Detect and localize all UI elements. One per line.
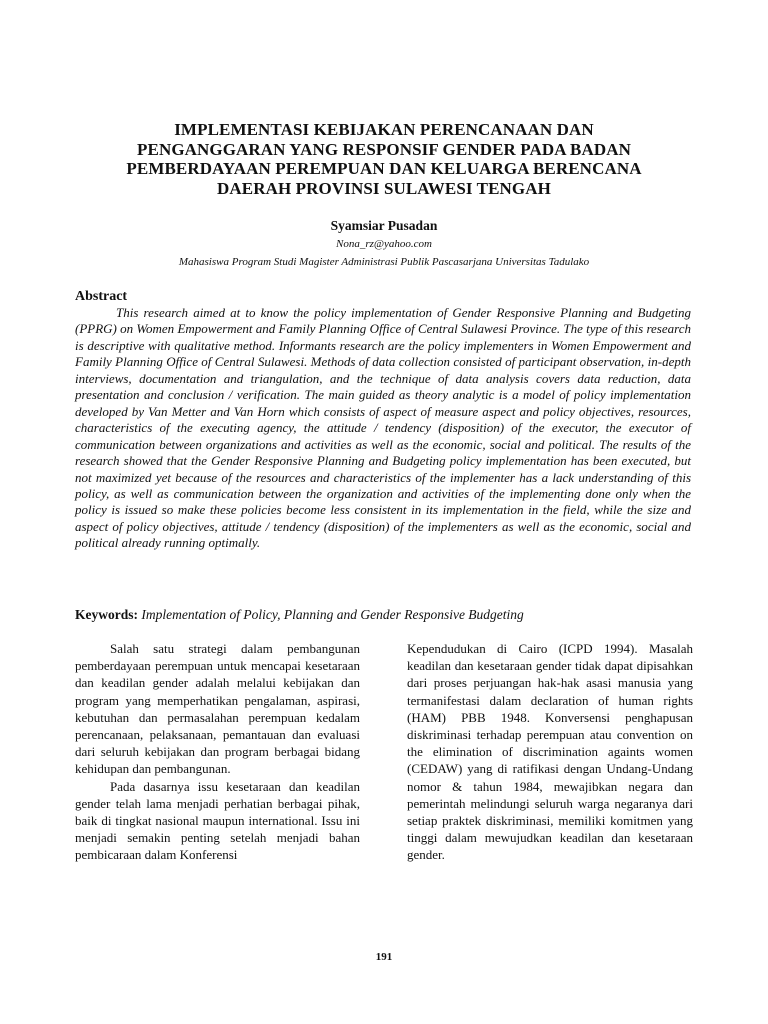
title-line: IMPLEMENTASI KEBIJAKAN PERENCANAAN DAN: [174, 120, 594, 139]
author-name: Syamsiar Pusadan: [330, 218, 438, 233]
body-column-right: [407, 640, 693, 864]
keywords-text: Implementation of Policy, Planning and Gender Responsive Budgeting: [141, 607, 524, 622]
abstract-body: This research aimed at to know the policy implementation of Gender Responsive Planning and Budgeting (PPRG) on Women Empowerment and Family Planning Office of Central Sulawesi Province. The type of this research is descriptive with qualitative method. Informants research are the policy implementers in Women Empowerment and Family Planning Office of Central Sulawesi. Methods of data collection consisted of participant observation, in-depth interviews, documentation and triangulation, and the technique of data analysis covers data reduction, data presentation and conclusion / verification. The main guided as theory analytic is a model of policy implementation developed by Van Metter and Van Horn which consists of aspect of measure aspect and policy objectives, resources, characteristics of the executing agency, the attitude / tendency (disposition) of the executor, the executor of communication between organizations and activities as well as the economic, social and political. The results of the research showed that the Gender Responsive Planning and Budgeting policy implementation has been executed, but not maximized yet because of the resources and characteristics of the implementer has a lack understanding of this policy, as well as communication between the organization and activities of the implementing done only when the policy is issued so make these policies become less consistent in its implementation in the field, while the size and aspect of policy objectives, attitude / tendency (disposition) of the implementers as well as the economic, social and political already running optimally.: [75, 305, 691, 551]
keywords-label: Keywords:: [75, 607, 138, 622]
body-column-left: [75, 640, 360, 864]
title-line: PEMBERDAYAAN PEREMPUAN DAN KELUARGA BERENCANA: [126, 159, 642, 178]
author-affiliation: Mahasiswa Program Studi Magister Administrasi Publik Pascasarjana Universitas Tadulako: [178, 256, 590, 268]
body-paragraph: Pada dasarnya issu kesetaraan dan keadilan gender telah lama menjadi perhatian berbagai pihak, baik di tingkat nasional maupun international. Issu ini menjadi semakin penting setelah menjadi bahan pembicaraan dalam Konferensi: [75, 778, 360, 863]
paper-title: [90, 120, 678, 198]
author-email: Nona_rz@yahoo.com: [336, 238, 432, 250]
body-paragraph: Kependudukan di Cairo (ICPD 1994). Masalah keadilan dan kesetaraan gender tidak dapat dipisahkan dari proses perjuangan hak-hak asasi manusia yang termanifestasi dalam declaration of human rights (HAM) PBB 1948. Konversensi penghapusan diskriminasi terhadap perempuan atau convention on the elimination of discrimination againts women (CEDAW) yang di ratifikasi dengan Undang-Undang nomor & tahun 1984, mewajibkan negara dan pemerintah melindungi seluruh warga negaranya dari setiap praktek diskriminasi, memiliki komitmen yang tinggi dalam mewujudkan keadilan dan kesetaraan gender.: [407, 641, 693, 863]
abstract-heading: Abstract: [75, 289, 128, 304]
page-number: 191: [375, 951, 393, 963]
keywords-line: [75, 607, 691, 623]
body-paragraph: Salah satu strategi dalam pembangunan pemberdayaan perempuan untuk mencapai kesetaraan dan keadilan gender adalah melalui kebijakan dan program yang memperhatikan pengalaman, aspirasi, kebutuhan dan permasalahan perempuan kedalam perencanaan, pelaksanaan, pemantauan dan evaluasi dari seluruh kebijakan dan program berbagai bidang kehidupan dan pembangunan.: [75, 641, 360, 777]
title-line: PENGANGGARAN YANG RESPONSIF GENDER PADA BADAN: [137, 139, 631, 159]
title-line: DAERAH PROVINSI SULAWESI TENGAH: [217, 178, 551, 198]
